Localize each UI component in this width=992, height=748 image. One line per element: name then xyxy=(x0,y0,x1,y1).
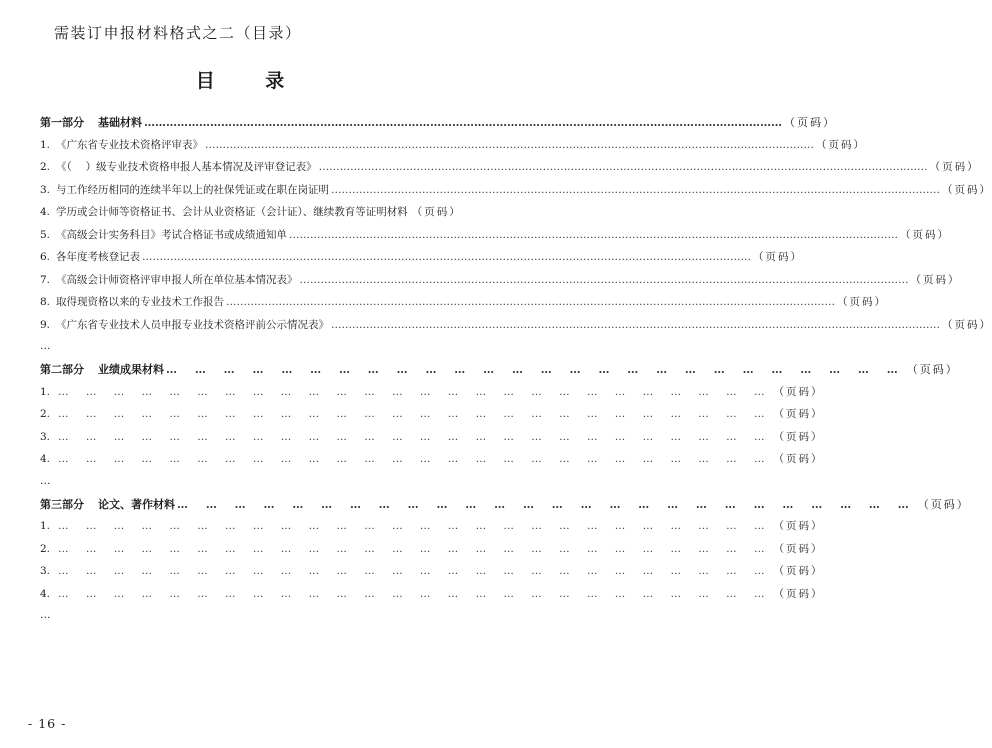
document-header: 需装订申报材料格式之二（目录） xyxy=(54,24,302,42)
page-number-placeholder: （页码） xyxy=(917,497,970,511)
item-number: 2. xyxy=(40,161,51,173)
toc-item xyxy=(40,518,824,541)
dot-leader: … … … … … … … … … … … … … … … … … … … … … … … … … … xyxy=(58,385,772,398)
page-number-placeholder: （页码） xyxy=(929,161,980,173)
page-number-placeholder: （页码） xyxy=(910,273,961,286)
dot-leader: ………………………………………………………………………………………………………………………………………………………… xyxy=(144,116,782,129)
page-title: 目 录 xyxy=(195,70,307,92)
dot-leader: ………………………………………………………………………………………………………………………………………………………… xyxy=(331,183,941,196)
toc-item xyxy=(40,384,824,407)
dot-leader: ………………………………………………………………………………………………………………………………………………………… xyxy=(299,273,909,286)
item-label: 《广东省专业技术资格评审表》 xyxy=(56,138,204,151)
toc-item xyxy=(40,586,824,609)
item-number: 1. xyxy=(40,520,51,532)
item-number: 2. xyxy=(40,408,51,420)
page-number-placeholder: （页码） xyxy=(906,363,959,376)
page-number-placeholder: （页码） xyxy=(784,116,836,129)
dot-leader: ………………………………………………………………………………………………………………………………………………………… xyxy=(205,138,815,151)
item-label: 《高级会计实务科目》考试合格证书或成绩通知单 xyxy=(56,228,288,241)
item-label: 学历或会计师等资格证书、会计从业资格证（会计证）、继续教育等证明材料 xyxy=(56,206,408,218)
toc-item xyxy=(40,451,824,474)
section-part: 第二部分 xyxy=(40,363,84,376)
dot-leader: … … … … … … … … … … … … … … … … … … … … … … … … … … xyxy=(58,430,772,443)
page-number-placeholder: （页码） xyxy=(773,565,824,577)
dot-leader: … … … … … … … … … … … … … … … … … … … … … … … … … … xyxy=(177,497,916,511)
page-number-placeholder: （页码） xyxy=(837,296,888,308)
dot-leader: … … … … … … … … … … … … … … … … … … … … … … … … … … xyxy=(58,565,772,577)
toc-item xyxy=(40,227,951,250)
item-number: 3. xyxy=(40,183,51,196)
page-number-placeholder: （页码） xyxy=(773,542,824,555)
page-number-placeholder: （页码） xyxy=(942,318,992,331)
dot-leader: … … … … … … … … … … … … … … … … … … … … … … … … … … xyxy=(58,542,772,555)
toc-item xyxy=(40,294,888,317)
section-heading-2 xyxy=(40,361,959,384)
dot-leader: ………………………………………………………………………………………………………………………………………………………… xyxy=(142,251,752,263)
toc-item xyxy=(40,182,992,205)
page-number-placeholder: （页码） xyxy=(411,206,462,218)
item-number: 7. xyxy=(40,273,51,286)
dot-leader: … … … … … … … … … … … … … … … … … … … … … … … … … … xyxy=(58,587,772,600)
item-number: 8. xyxy=(40,296,51,308)
continuation-ellipsis: … xyxy=(40,474,51,487)
item-label: 与工作经历相同的连续半年以上的社保凭证或在职在岗证明 xyxy=(56,183,330,196)
item-label: 取得现资格以来的专业技术工作报告 xyxy=(56,296,225,308)
item-label: 各年度考核登记表 xyxy=(56,251,141,263)
dot-leader: … … … … … … … … … … … … … … … … … … … … … … … … … … xyxy=(166,363,905,376)
section-name: 基础材料 xyxy=(98,116,142,129)
item-label: 《高级会计师资格评审申报人所在单位基本情况表》 xyxy=(56,273,298,286)
toc-item xyxy=(40,563,824,586)
dot-leader: … … … … … … … … … … … … … … … … … … … … … … … … … … xyxy=(58,408,772,420)
item-number: 4. xyxy=(40,206,51,218)
dot-leader: … … … … … … … … … … … … … … … … … … … … … … … … … … xyxy=(58,520,772,532)
page-number-placeholder: （页码） xyxy=(900,228,951,241)
page-number-placeholder: （页码） xyxy=(773,385,824,398)
toc-item xyxy=(40,406,824,429)
section-part: 第三部分 xyxy=(40,497,84,511)
item-number: 2. xyxy=(40,542,51,555)
item-number: 3. xyxy=(40,565,51,577)
page-number-placeholder: （页码） xyxy=(816,138,867,151)
item-number: 6. xyxy=(40,251,51,263)
page-footer-number: - 16 - xyxy=(28,716,67,731)
item-number: 9. xyxy=(40,318,51,331)
dot-leader: ………………………………………………………………………………………………………………………………………………………… xyxy=(331,318,941,331)
toc-item xyxy=(40,429,824,452)
section-name: 业绩成果材料 xyxy=(98,363,164,376)
page-number-placeholder: （页码） xyxy=(753,251,804,263)
table-of-contents xyxy=(40,114,992,630)
toc-item xyxy=(40,159,980,182)
page-number-placeholder: （页码） xyxy=(773,453,824,465)
continuation-ellipsis: … xyxy=(40,340,51,352)
page-number-placeholder: （页码） xyxy=(942,183,992,196)
page-number-placeholder: （页码） xyxy=(773,587,824,600)
section-heading-3 xyxy=(40,496,970,519)
page-number-placeholder: （页码） xyxy=(773,430,824,443)
item-number: 1. xyxy=(40,385,51,398)
dot-leader: ………………………………………………………………………………………………………………………………………………………… xyxy=(226,296,836,308)
item-label: 《广东省专业技术人员申报专业技术资格评前公示情况表》 xyxy=(56,318,330,331)
item-label: 《（ ）级专业技术资格申报人基本情况及评审登记表》 xyxy=(56,161,317,173)
item-number: 3. xyxy=(40,430,51,443)
toc-item xyxy=(40,249,804,272)
section-part: 第一部分 xyxy=(40,116,84,129)
toc-item xyxy=(40,317,992,340)
page-number-placeholder: （页码） xyxy=(773,520,824,532)
item-number: 4. xyxy=(40,453,51,465)
section-heading-1 xyxy=(40,114,836,137)
toc-item xyxy=(40,541,824,564)
page-number-placeholder: （页码） xyxy=(773,408,824,420)
item-number: 4. xyxy=(40,587,51,600)
toc-item xyxy=(40,272,961,295)
dot-leader: … … … … … … … … … … … … … … … … … … … … … … … … … … xyxy=(58,453,772,465)
dot-leader: ………………………………………………………………………………………………………………………………………………………… xyxy=(289,228,899,241)
section-name: 论文、著作材料 xyxy=(98,497,175,511)
toc-item xyxy=(40,137,867,160)
item-number: 5. xyxy=(40,228,51,241)
toc-item xyxy=(40,204,462,227)
item-number: 1. xyxy=(40,138,51,151)
dot-leader: ………………………………………………………………………………………………………………………………………………………… xyxy=(318,161,928,173)
continuation-ellipsis: … xyxy=(40,609,51,621)
